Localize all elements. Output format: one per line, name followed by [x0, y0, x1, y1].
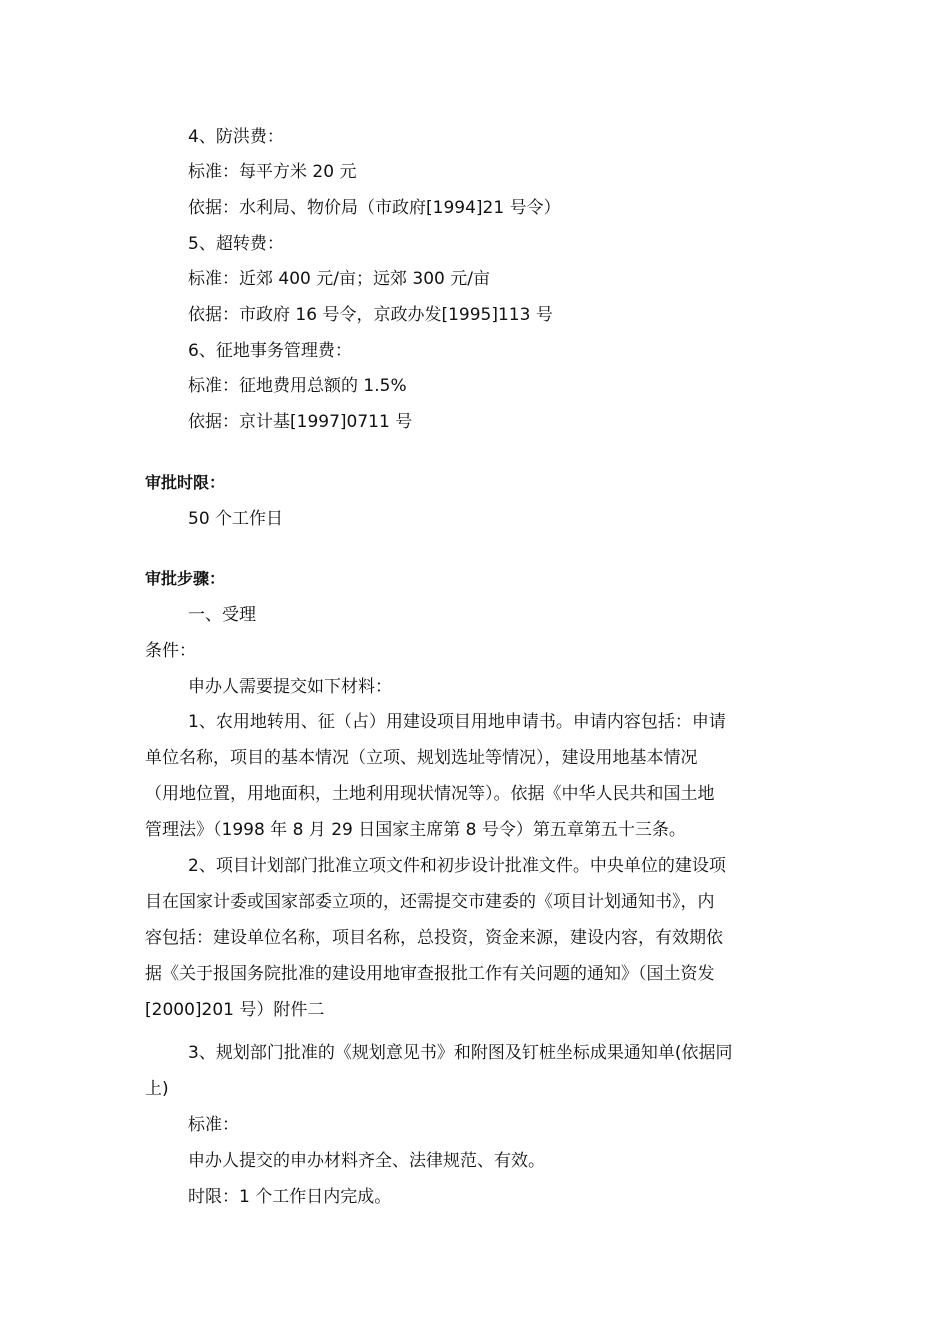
item-3-line-1: 3、规划部门批准的《规划意见书》和附图及钉桩坐标成果通知单(依据同 [188, 1043, 733, 1063]
fee-5-standard: 标准：近郊 400 元/亩；远郊 300 元/亩 [188, 269, 490, 289]
item-2-line-1: 2、项目计划部门批准立项文件和初步设计批准文件。中央单位的建设项 [188, 856, 726, 876]
fee-5-basis: 依据：市政府 16 号令，京政办发[1995]113 号 [188, 305, 553, 325]
approval-steps-heading: 审批步骤： [145, 569, 226, 588]
fee-4-standard: 标准：每平方米 20 元 [188, 162, 357, 182]
item-1-line-3: （用地位置，用地面积，土地利用现状情况等）。依据《中华人民共和国土地 [145, 784, 715, 804]
standard-text: 申办人提交的申办材料齐全、法律规范、有效。 [188, 1151, 545, 1171]
item-2-line-3: 容包括：建设单位名称，项目名称，总投资，资金来源，建设内容，有效期依 [145, 928, 723, 948]
fee-4-basis: 依据：水利局、物价局（市政府[1994]21 号令） [188, 198, 561, 218]
fee-5-title: 5、超转费： [188, 234, 284, 254]
approval-time-value: 50 个工作日 [188, 509, 284, 529]
fee-4-title: 4、防洪费： [188, 127, 284, 147]
item-1-line-1: 1、农用地转用、征（占）用建设项目用地申请书。申请内容包括：申请 [188, 712, 726, 732]
item-2-line-4: 据《关于报国务院批准的建设用地审查报批工作有关问题的通知》（国土资发 [145, 964, 715, 984]
conditions-label: 条件： [145, 641, 196, 661]
item-2-line-5: [2000]201 号）附件二 [145, 1000, 325, 1020]
fee-6-standard: 标准：征地费用总额的 1.5% [188, 376, 407, 396]
item-2-line-2: 目在国家计委或国家部委立项的，还需提交市建委的《项目计划通知书》，内 [145, 892, 715, 912]
standard-label: 标准： [188, 1115, 239, 1135]
materials-intro: 申办人需要提交如下材料： [188, 677, 392, 697]
time-limit: 时限：1 个工作日内完成。 [188, 1187, 392, 1207]
fee-6-title: 6、征地事务管理费： [188, 341, 352, 361]
item-1-line-2: 单位名称，项目的基本情况（立项、规划选址等情况），建设用地基本情况 [145, 748, 698, 768]
item-1-line-4: 管理法》（1998 年 8 月 29 日国家主席第 8 号令）第五章第五十三条。 [145, 820, 686, 840]
item-3-line-2: 上) [145, 1079, 169, 1099]
step-1-title: 一、受理 [188, 605, 256, 625]
fee-6-basis: 依据：京计基[1997]0711 号 [188, 412, 413, 432]
approval-time-heading: 审批时限： [145, 473, 226, 492]
